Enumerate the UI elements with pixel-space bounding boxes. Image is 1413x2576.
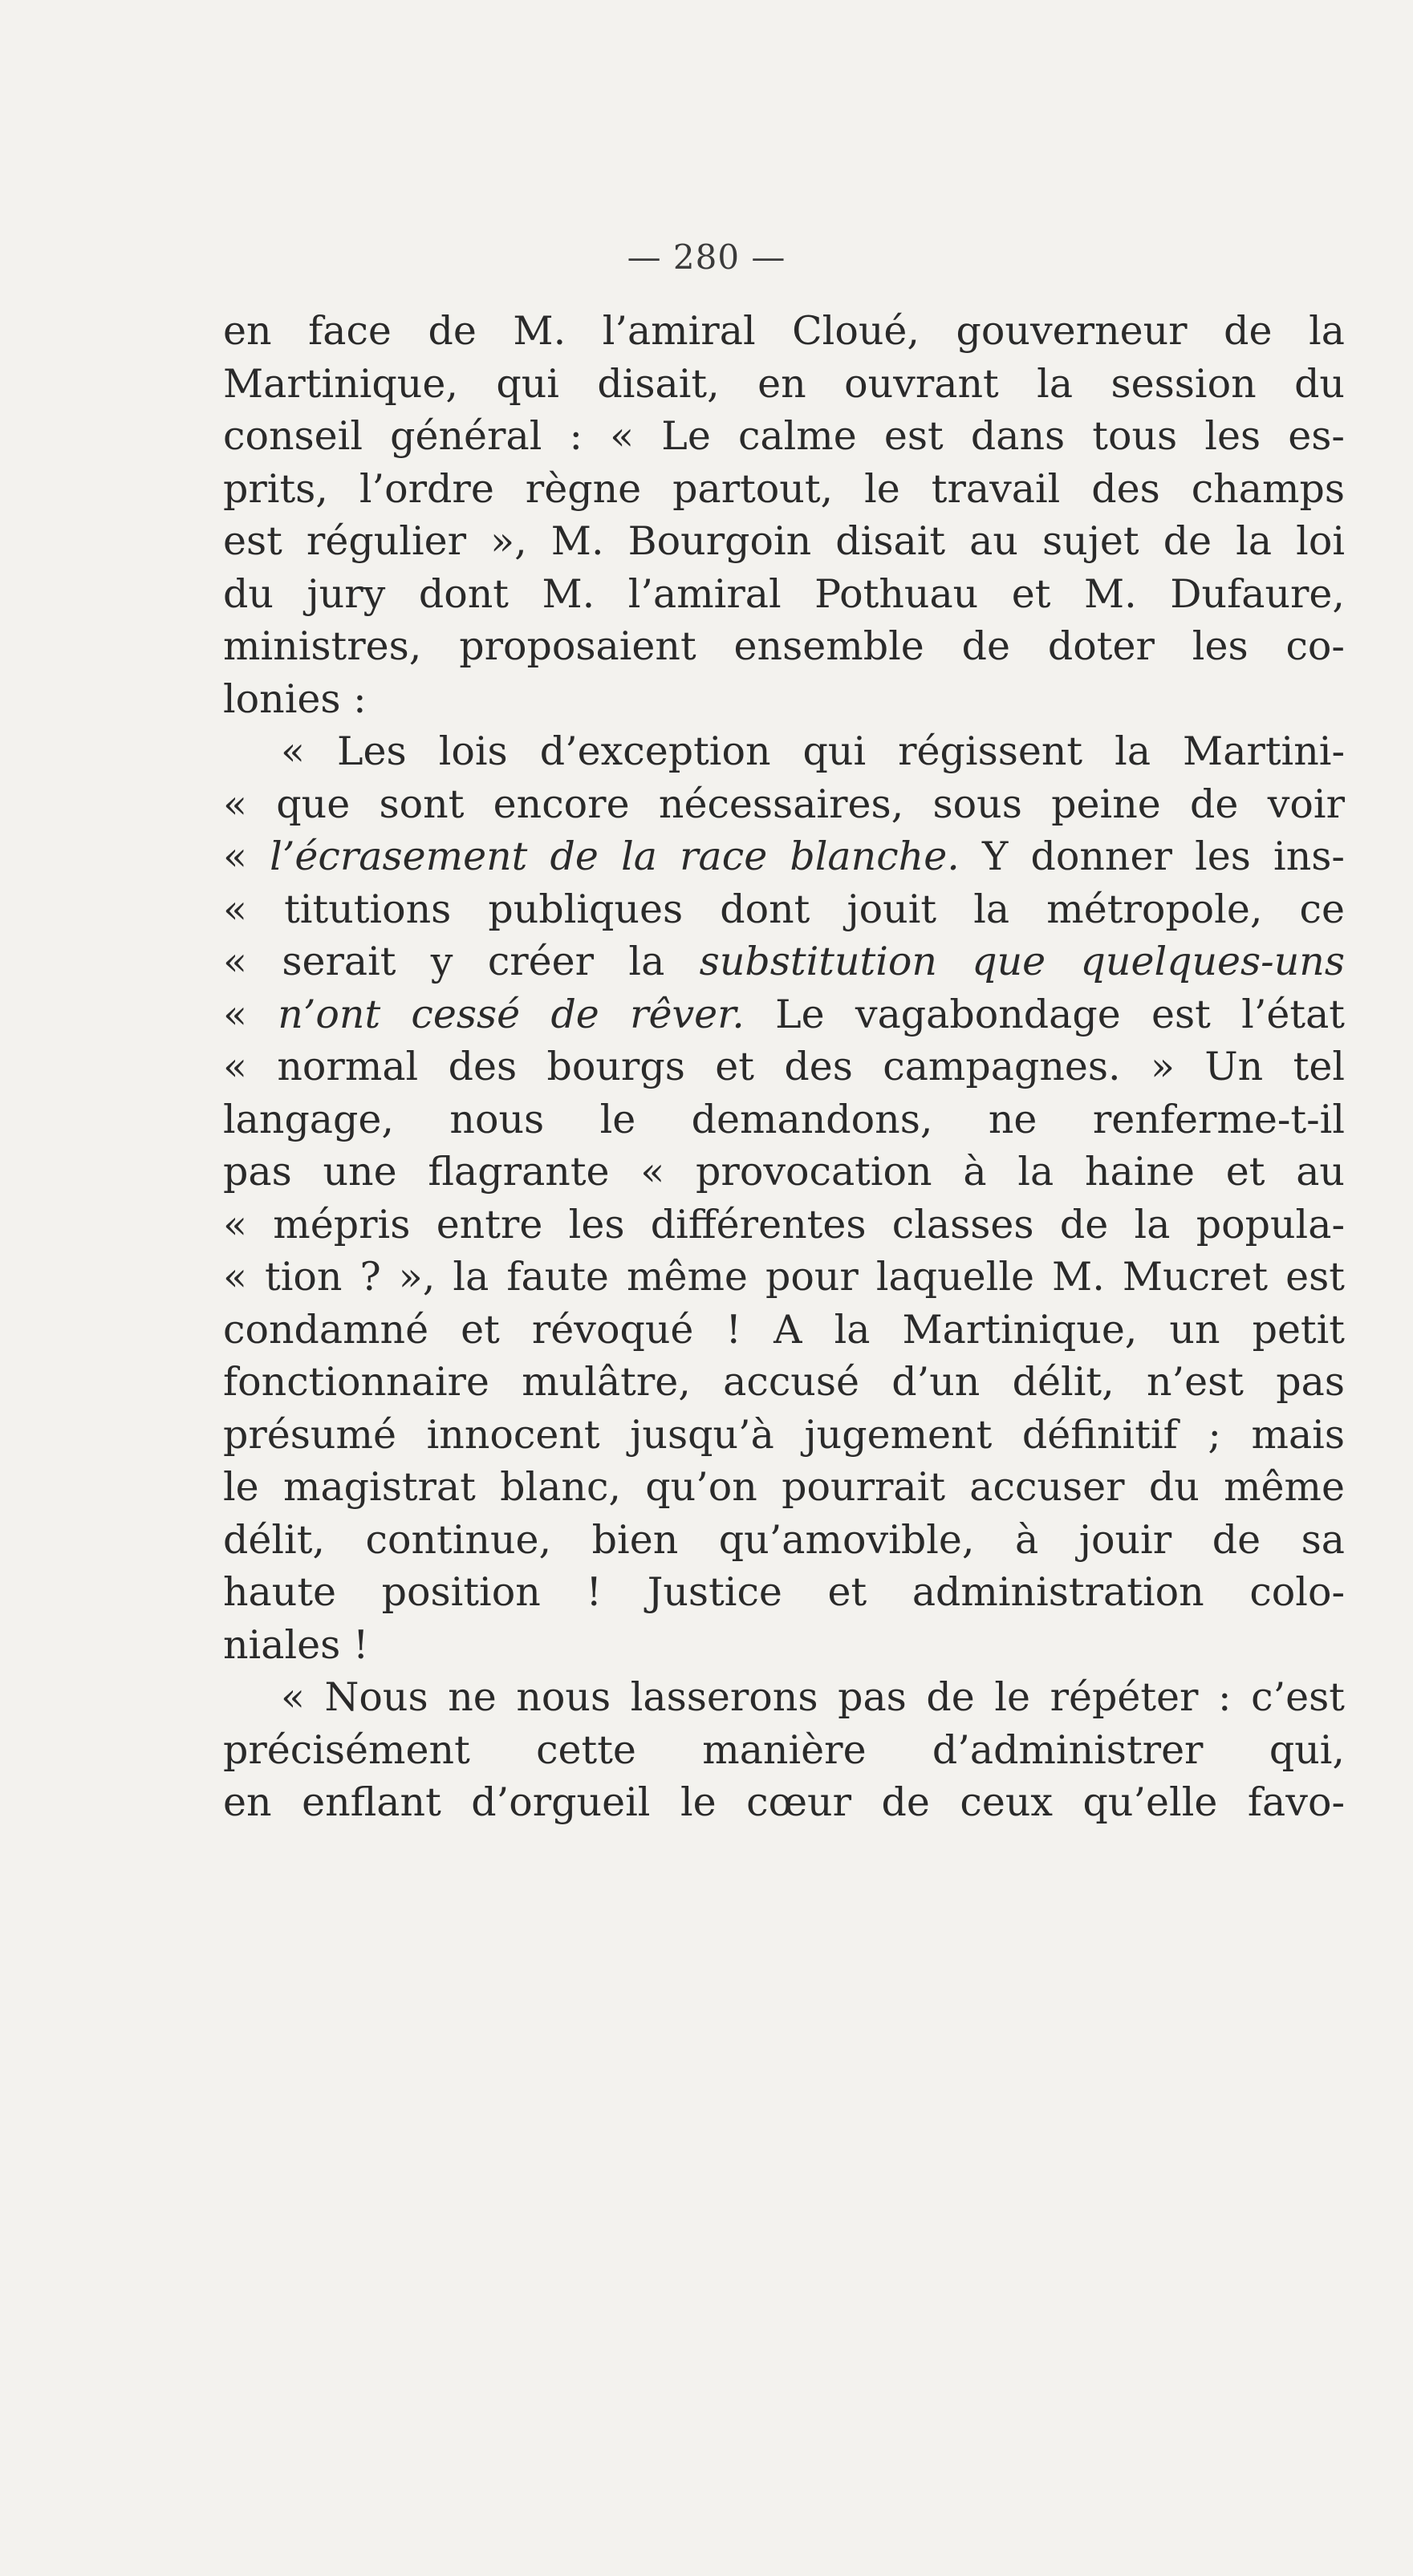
text-line: précisément cette manière d’administrer qui, [223, 1726, 1345, 1773]
text-line: « Nous ne nous lasserons pas de le répéter : c’est [281, 1674, 1345, 1720]
text-line: le magistrat blanc, qu’on pourrait accuser du même [223, 1464, 1345, 1510]
italic-phrase: l’écrasement de la race blanche. [270, 834, 960, 879]
text-line: Martinique, qui disait, en ouvrant la session du [223, 360, 1345, 407]
text-line: délit, continue, bien qu’amovible, à jouir de sa [223, 1516, 1345, 1563]
page-number: — 280 — [627, 237, 786, 277]
quote-line: « l’écrasement de la race blanche. Y donner les ins- [223, 834, 1345, 879]
text-line: conseil général : « Le calme est dans tous les es- [223, 413, 1345, 459]
text-line: « tion ? », la faute même pour laquelle M. Mucret est [223, 1254, 1345, 1300]
quote-line: « normal des bourgs et des campagnes. » Un tel [223, 1044, 1345, 1089]
text-line: en enflant d’orgueil le cœur de ceux qu’elle favo- [223, 1779, 1345, 1825]
quote-line: « Les lois d’exception qui régissent la Martini- [281, 728, 1345, 774]
quote-line: « n’ont cessé de rêver. Le vagabondage est l’état [223, 991, 1345, 1037]
quote-line: « que sont encore nécessaires, sous peine de voir [223, 781, 1345, 827]
text-line: langage, nous le demandons, ne renferme-t-il [223, 1096, 1345, 1142]
text-line: présumé innocent jusqu’à jugement définitif ; mais [223, 1411, 1345, 1458]
text-line: du jury dont M. l’amiral Pothuau et M. Dufaure, [223, 570, 1345, 617]
text-line: « mépris entre les différentes classes de la popula- [223, 1201, 1345, 1247]
text-line: condamné et révoqué ! A la Martinique, un petit [223, 1306, 1345, 1353]
text-line: fonctionnaire mulâtre, accusé d’un délit, n’est pas [223, 1359, 1345, 1405]
quote-line: « titutions publiques dont jouit la métropole, ce [223, 886, 1345, 932]
text-line: en face de M. l’amiral Cloué, gouverneur de la [223, 308, 1345, 354]
quote-line: « serait y créer la substitution que quelques-uns [223, 939, 1345, 984]
italic-phrase: n’ont cessé de rêver. [278, 991, 745, 1037]
text-line: niales ! [223, 1621, 369, 1668]
body-text [223, 305, 1345, 1829]
text-line: est régulier », M. Bourgoin disait au sujet de la loi [223, 518, 1345, 564]
text-line: haute position ! Justice et administration colo- [223, 1569, 1345, 1615]
italic-phrase: substitution que quelques-uns [699, 939, 1345, 984]
text-line: lonies : [223, 675, 367, 722]
text-line: ministres, proposaient ensemble de doter les co- [223, 623, 1345, 669]
text-line: prits, l’ordre règne partout, le travail des champs [223, 465, 1345, 512]
text-line: pas une flagrante « provocation à la haine et au [223, 1149, 1345, 1195]
